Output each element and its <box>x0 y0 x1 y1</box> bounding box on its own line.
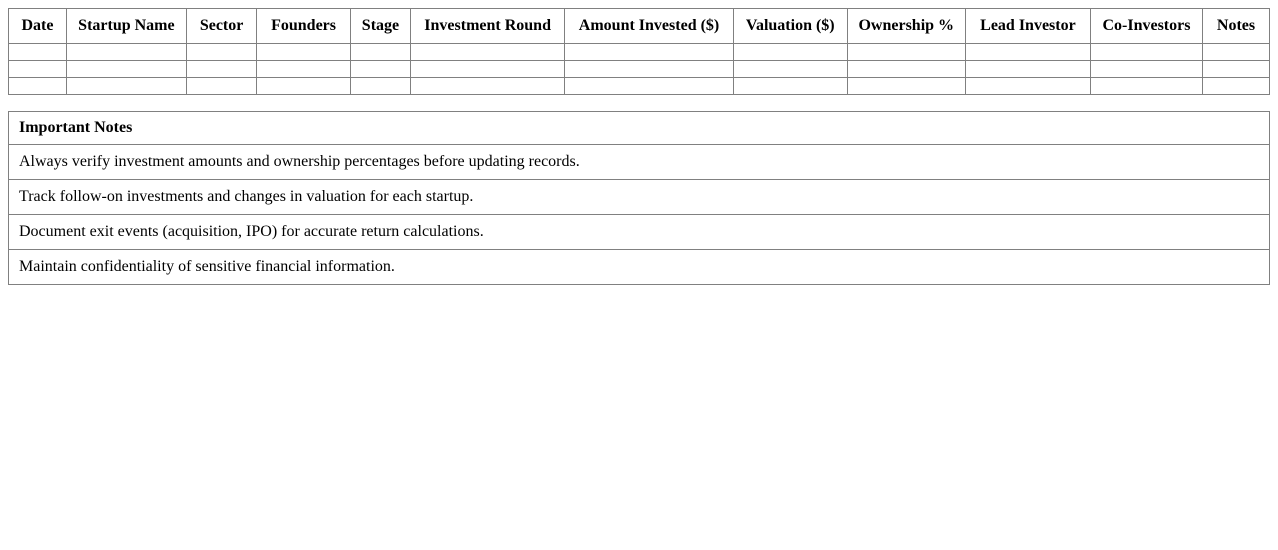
empty-cell <box>257 78 350 95</box>
empty-cell <box>350 44 411 61</box>
empty-cell <box>67 61 187 78</box>
note-row <box>9 215 1270 250</box>
empty-cell <box>1203 44 1270 61</box>
empty-cell <box>9 61 67 78</box>
empty-cell <box>257 44 350 61</box>
empty-cell <box>9 78 67 95</box>
column-header-notes: Notes <box>1203 9 1270 44</box>
column-header-date: Date <box>9 9 67 44</box>
column-header-co-investors: Co-Investors <box>1090 9 1202 44</box>
empty-cell <box>350 61 411 78</box>
note-row <box>9 145 1270 180</box>
investments-table <box>8 8 1270 95</box>
notes-section-title: Important Notes <box>9 112 1270 145</box>
note-text: Maintain confidentiality of sensitive financial information. <box>9 250 1270 285</box>
empty-cell <box>847 61 966 78</box>
note-text: Track follow-on investments and changes in valuation for each startup. <box>9 180 1270 215</box>
column-header-amount-invested: Amount Invested ($) <box>565 9 734 44</box>
empty-cell <box>966 61 1091 78</box>
empty-cell <box>734 61 847 78</box>
investments-table-header-row <box>9 9 1270 44</box>
empty-cell <box>734 44 847 61</box>
empty-cell <box>9 44 67 61</box>
empty-cell <box>186 61 257 78</box>
empty-cell <box>1203 78 1270 95</box>
column-header-lead-investor: Lead Investor <box>966 9 1091 44</box>
empty-table-row <box>9 44 1270 61</box>
column-header-sector: Sector <box>186 9 257 44</box>
column-header-startup-name: Startup Name <box>67 9 187 44</box>
empty-cell <box>257 61 350 78</box>
empty-cell <box>411 44 565 61</box>
empty-cell <box>847 44 966 61</box>
column-header-founders: Founders <box>257 9 350 44</box>
note-text: Always verify investment amounts and ownership percentages before updating records. <box>9 145 1270 180</box>
empty-cell <box>734 78 847 95</box>
empty-cell <box>350 78 411 95</box>
empty-cell <box>1090 61 1202 78</box>
empty-table-row <box>9 61 1270 78</box>
column-header-ownership: Ownership % <box>847 9 966 44</box>
empty-cell <box>186 44 257 61</box>
notes-header-row <box>9 112 1270 145</box>
empty-table-row <box>9 78 1270 95</box>
empty-cell <box>1203 61 1270 78</box>
empty-cell <box>966 78 1091 95</box>
empty-cell <box>1090 78 1202 95</box>
empty-cell <box>186 78 257 95</box>
empty-cell <box>847 78 966 95</box>
empty-cell <box>1090 44 1202 61</box>
note-text: Document exit events (acquisition, IPO) for accurate return calculations. <box>9 215 1270 250</box>
empty-cell <box>565 44 734 61</box>
empty-cell <box>411 61 565 78</box>
notes-table <box>8 111 1270 285</box>
empty-cell <box>966 44 1091 61</box>
empty-cell <box>565 61 734 78</box>
note-row <box>9 180 1270 215</box>
empty-cell <box>411 78 565 95</box>
column-header-investment-round: Investment Round <box>411 9 565 44</box>
empty-cell <box>565 78 734 95</box>
empty-cell <box>67 78 187 95</box>
column-header-valuation: Valuation ($) <box>734 9 847 44</box>
column-header-stage: Stage <box>350 9 411 44</box>
empty-cell <box>67 44 187 61</box>
note-row <box>9 250 1270 285</box>
